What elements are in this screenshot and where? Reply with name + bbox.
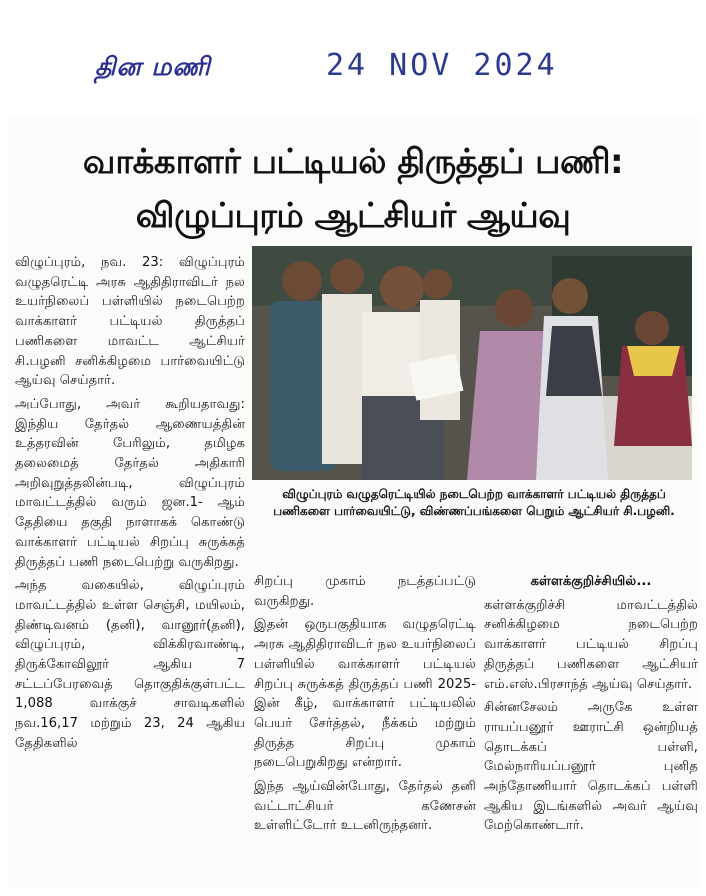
- handwritten-date: 24 NOV 2024: [326, 48, 558, 83]
- article-column-2: [254, 572, 476, 840]
- paragraph: அப்போது, அவர் கூறியதாவது: இந்திய தேர்தல் ஆணையத்தின் உத்தரவின் பேரிலும், தமிழக தலைமைத் தேர்தல் அதிகாரி அறிவுறுத்தலின்படி, விழுப்புரம் மாவட்டத்தில் வரும் ஜன.1- ஆம் தேதியை தகுதி நாளாகக் கொண்டு வாக்காளர் பட்டியல் சிறப்பு சுருக்கத் திருத்தப் பணி நடைபெற்று வருகிறது.: [15, 396, 245, 570]
- paragraph: இந்த ஆய்வின்போது, தேர்தல் தனி வட்டாட்சியர் கணேசன் உள்ளிட்டோர் உடனிருந்தனர்.: [254, 779, 476, 834]
- paragraph: சிறப்பு முகாம் நடத்தப்பட்டு வருகிறது.: [254, 574, 476, 609]
- paragraph: சின்னசேலம் அருகே உள்ள ராயப்பனூர் ஊராட்சி ஒன்றியத் தொடக்கப் பள்ளி, மேல்நாரியப்பனூர் புனித அந்தோணியார் தொடக்கப் பள்ளி ஆகிய இடங்களில் அவர் ஆய்வு மேற்கொண்டார்.: [484, 700, 698, 834]
- article-column-1: [15, 253, 245, 758]
- news-photo: [252, 246, 692, 480]
- photo-caption: விழுப்புரம் வழுதரெட்டியில் நடைபெற்ற வாக்காளர் பட்டியல் திருத்தப் பணிகளை பார்வையிட்டு, விண்ணப்பங்களை பெறும் ஆட்சியர் சி.பழனி.: [273, 487, 675, 518]
- paragraph: அந்த வகையில், விழுப்புரம் மாவட்டத்தில் உள்ள செஞ்சி, மயிலம், திண்டிவனம் (தனி), வானூர்(தனி), விழுப்புரம், விக்கிரவாண்டி, திருக்கோவிலூர் ஆகிய 7 சட்டப்பேரவைத் தொகுதிக்குள்பட்ட 1,088 வாக்குச் சாவடிகளில் நவ.16,17 மற்றும் 23, 24 ஆகிய தேதிகளில்: [15, 578, 245, 751]
- paragraph: விழுப்புரம், நவ. 23: விழுப்புரம் வழுதரெட்டி அரசு ஆதிதிராவிடர் நல உயர்நிலைப் பள்ளியில் நடைபெற்ற வாக்காளர் பட்டியல் திருத்தப் பணிகளை மாவட்ட ஆட்சியர் சி.பழனி சனிக்கிழமை பார்வையிட்டு ஆய்வு செய்தார்.: [15, 255, 245, 389]
- headline-line-1: வாக்காளர் பட்டியல் திருத்தப் பணி:: [82, 142, 624, 182]
- headline-line-2: விழுப்புரம் ஆட்சியர் ஆய்வு: [135, 196, 571, 236]
- sub-heading: கள்ளக்குறிச்சியில்...: [530, 574, 652, 589]
- masthead: [0, 0, 706, 110]
- photo-illustration: [252, 246, 692, 480]
- paragraph: கள்ளக்குறிச்சி மாவட்டத்தில் சனிக்கிழமை நடைபெற்ற வாக்காளர் பட்டியல் சிறப்பு திருத்தப் பணிகளை ஆட்சியர் எம்.எஸ்.பிரசாந்த் ஆய்வு செய்தார்.: [484, 597, 698, 692]
- paragraph: இதன் ஒருபகுதியாக வழுதரெட்டி அரசு ஆதிதிராவிடர் நல உயர்நிலைப் பள்ளியில் வாக்காளர் பட்டியல் சிறப்பு சுருக்கத் திருத்தப் பணி 2025-இன் கீழ், வாக்காளர் பட்டியலில் பெயர் சேர்த்தல், நீக்கம் மற்றும் திருத்த சிறப்பு முகாம் நடைபெறுகிறது என்றார்.: [254, 617, 476, 771]
- article-column-3: [484, 572, 698, 840]
- newspaper-logo: தின மணி: [95, 52, 211, 81]
